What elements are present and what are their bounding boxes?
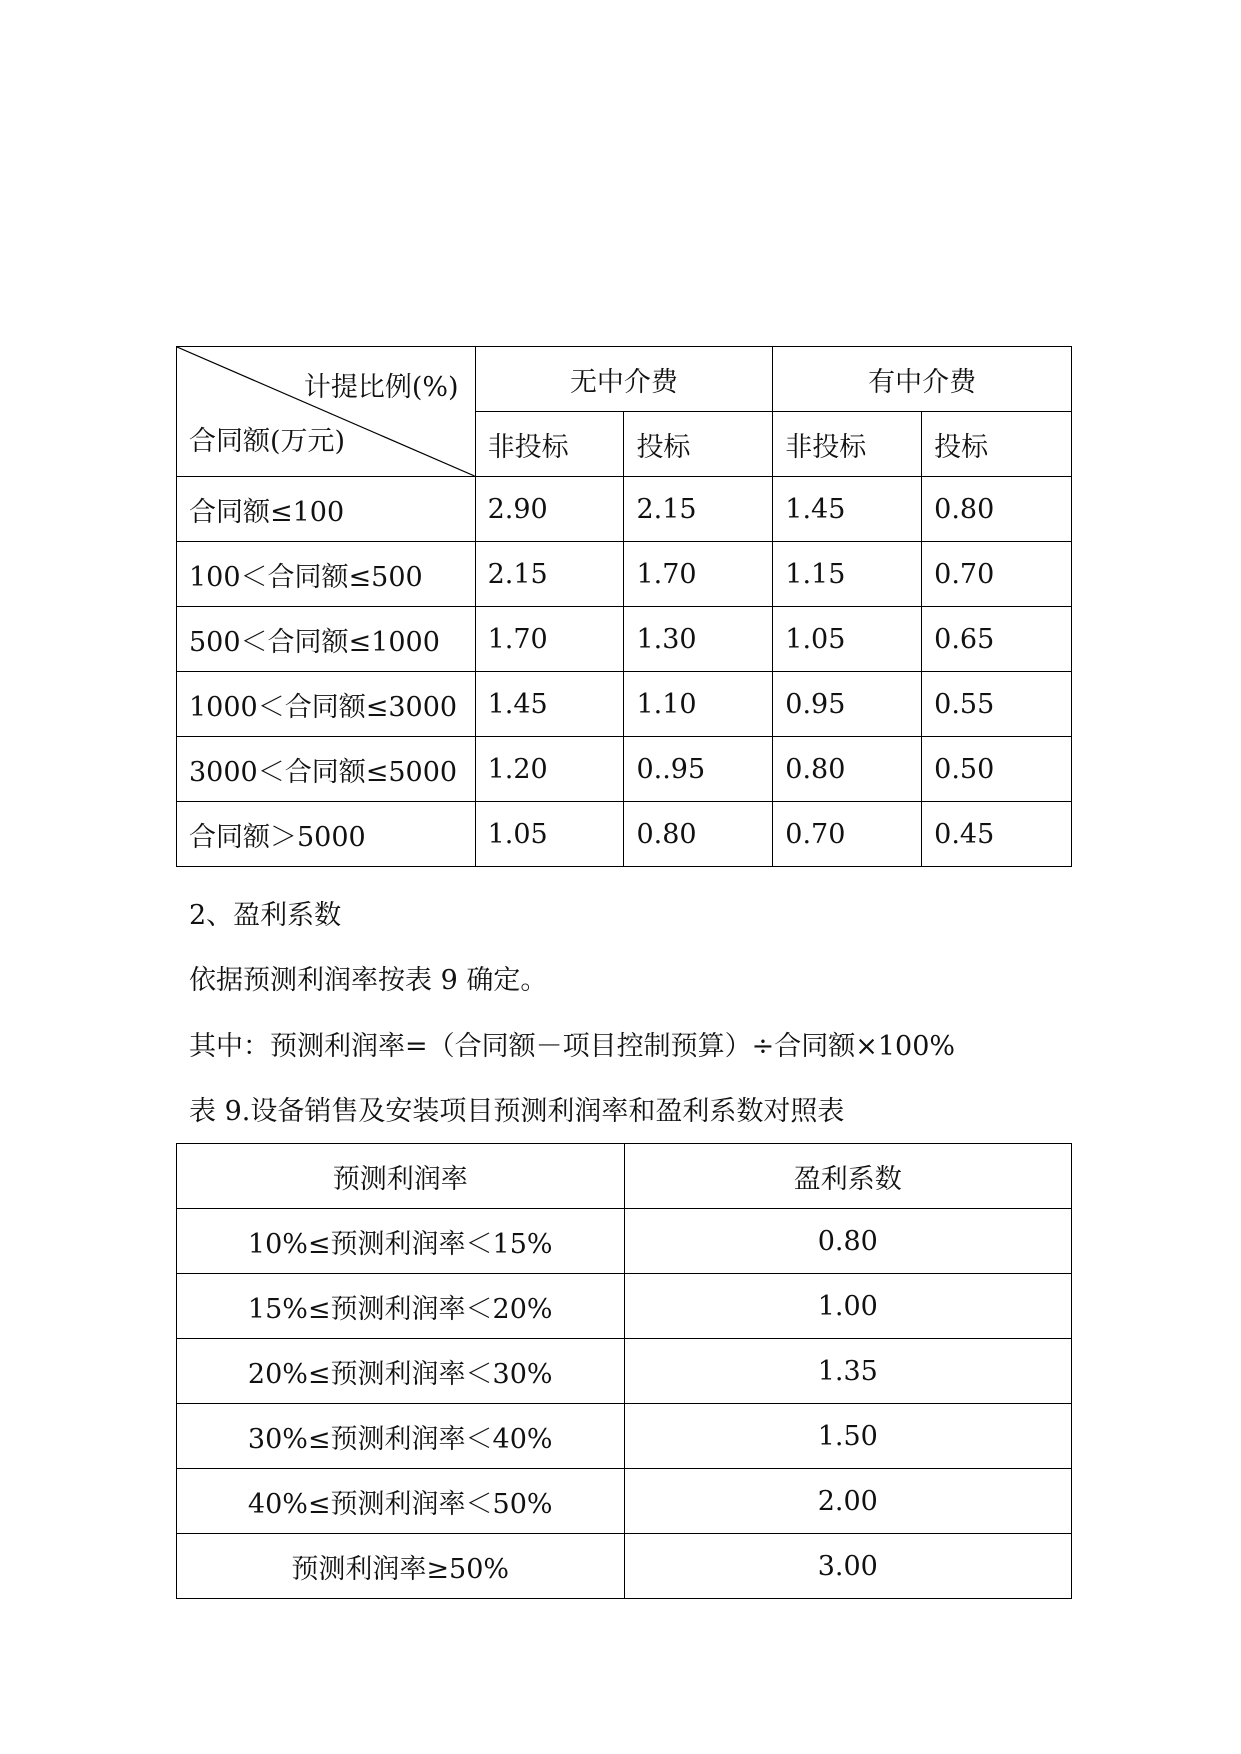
range-cell: 预测利润率≥50% (177, 1534, 625, 1599)
row-label: 100＜合同额≤500 (177, 542, 476, 607)
table-cell: 1.05 (773, 607, 922, 672)
row-label: 1000＜合同额≤3000 (177, 672, 476, 737)
section-heading: 2、盈利系数 (189, 900, 342, 931)
table-cell: 0.80 (922, 477, 1072, 542)
table-row (177, 542, 1072, 607)
table-row (177, 802, 1072, 867)
coefficient-cell: 1.50 (624, 1404, 1072, 1469)
table-row (177, 672, 1072, 737)
table-row (177, 607, 1072, 672)
diagonal-header-cell (177, 347, 476, 477)
group-header-with-agency-fee: 有中介费 (773, 347, 1072, 412)
row-label: 合同额≤100 (177, 477, 476, 542)
row-label: 500＜合同额≤1000 (177, 607, 476, 672)
profit-coefficient-table (176, 1143, 1072, 1599)
table-cell: 2.15 (624, 477, 773, 542)
table-cell: 1.70 (624, 542, 773, 607)
row-label: 3000＜合同额≤5000 (177, 737, 476, 802)
table-row (177, 1274, 1072, 1339)
row-axis-label: 合同额(万元) (189, 426, 346, 457)
table-cell: 0.95 (773, 672, 922, 737)
coefficient-cell: 2.00 (624, 1469, 1072, 1534)
column-axis-label: 计提比例(%) (303, 372, 459, 403)
range-cell: 10%≤预测利润率＜15% (177, 1209, 625, 1274)
range-cell: 30%≤预测利润率＜40% (177, 1404, 625, 1469)
range-cell: 20%≤预测利润率＜30% (177, 1339, 625, 1404)
table-cell: 0.50 (922, 737, 1072, 802)
formula-paragraph: 其中：预测利润率=（合同额－项目控制预算）÷合同额×100% (189, 1031, 956, 1062)
range-cell: 15%≤预测利润率＜20% (177, 1274, 625, 1339)
body-paragraph: 依据预测利润率按表 9 确定。 (189, 965, 548, 996)
table-cell: 0.55 (922, 672, 1072, 737)
row-label: 合同额＞5000 (177, 802, 476, 867)
table-header-row (177, 347, 1072, 412)
table-row (177, 1534, 1072, 1599)
table-cell: 1.45 (475, 672, 624, 737)
table-cell: 1.70 (475, 607, 624, 672)
coefficient-cell: 1.00 (624, 1274, 1072, 1339)
table-cell: 1.20 (475, 737, 624, 802)
range-cell: 40%≤预测利润率＜50% (177, 1469, 625, 1534)
subheader-cell: 投标 (624, 412, 773, 477)
group-header-no-agency-fee: 无中介费 (475, 347, 773, 412)
table-cell: 0.45 (922, 802, 1072, 867)
commission-rate-table (176, 346, 1072, 867)
table-row (177, 1469, 1072, 1534)
table-row (177, 737, 1072, 802)
table-cell: 0.80 (624, 802, 773, 867)
table-cell: 1.45 (773, 477, 922, 542)
table-row (177, 1209, 1072, 1274)
table-cell: 1.30 (624, 607, 773, 672)
coefficient-cell: 1.35 (624, 1339, 1072, 1404)
table-cell: 0.70 (773, 802, 922, 867)
table-cell: 1.05 (475, 802, 624, 867)
header-cell: 预测利润率 (177, 1144, 625, 1209)
table-caption: 表 9.设备销售及安装项目预测利润率和盈利系数对照表 (189, 1096, 845, 1127)
table-cell: 0.80 (773, 737, 922, 802)
table-cell: 0.65 (922, 607, 1072, 672)
table-cell: 1.10 (624, 672, 773, 737)
subheader-cell: 投标 (922, 412, 1072, 477)
coefficient-cell: 0.80 (624, 1209, 1072, 1274)
table-cell: 0.70 (922, 542, 1072, 607)
table-cell: 2.15 (475, 542, 624, 607)
table-cell: 2.90 (475, 477, 624, 542)
table-cell: 0..95 (624, 737, 773, 802)
table-row (177, 477, 1072, 542)
subheader-cell: 非投标 (475, 412, 624, 477)
table-header-row (177, 1144, 1072, 1209)
subheader-cell: 非投标 (773, 412, 922, 477)
header-cell: 盈利系数 (624, 1144, 1072, 1209)
table-row (177, 1404, 1072, 1469)
table-row (177, 1339, 1072, 1404)
coefficient-cell: 3.00 (624, 1534, 1072, 1599)
table-cell: 1.15 (773, 542, 922, 607)
